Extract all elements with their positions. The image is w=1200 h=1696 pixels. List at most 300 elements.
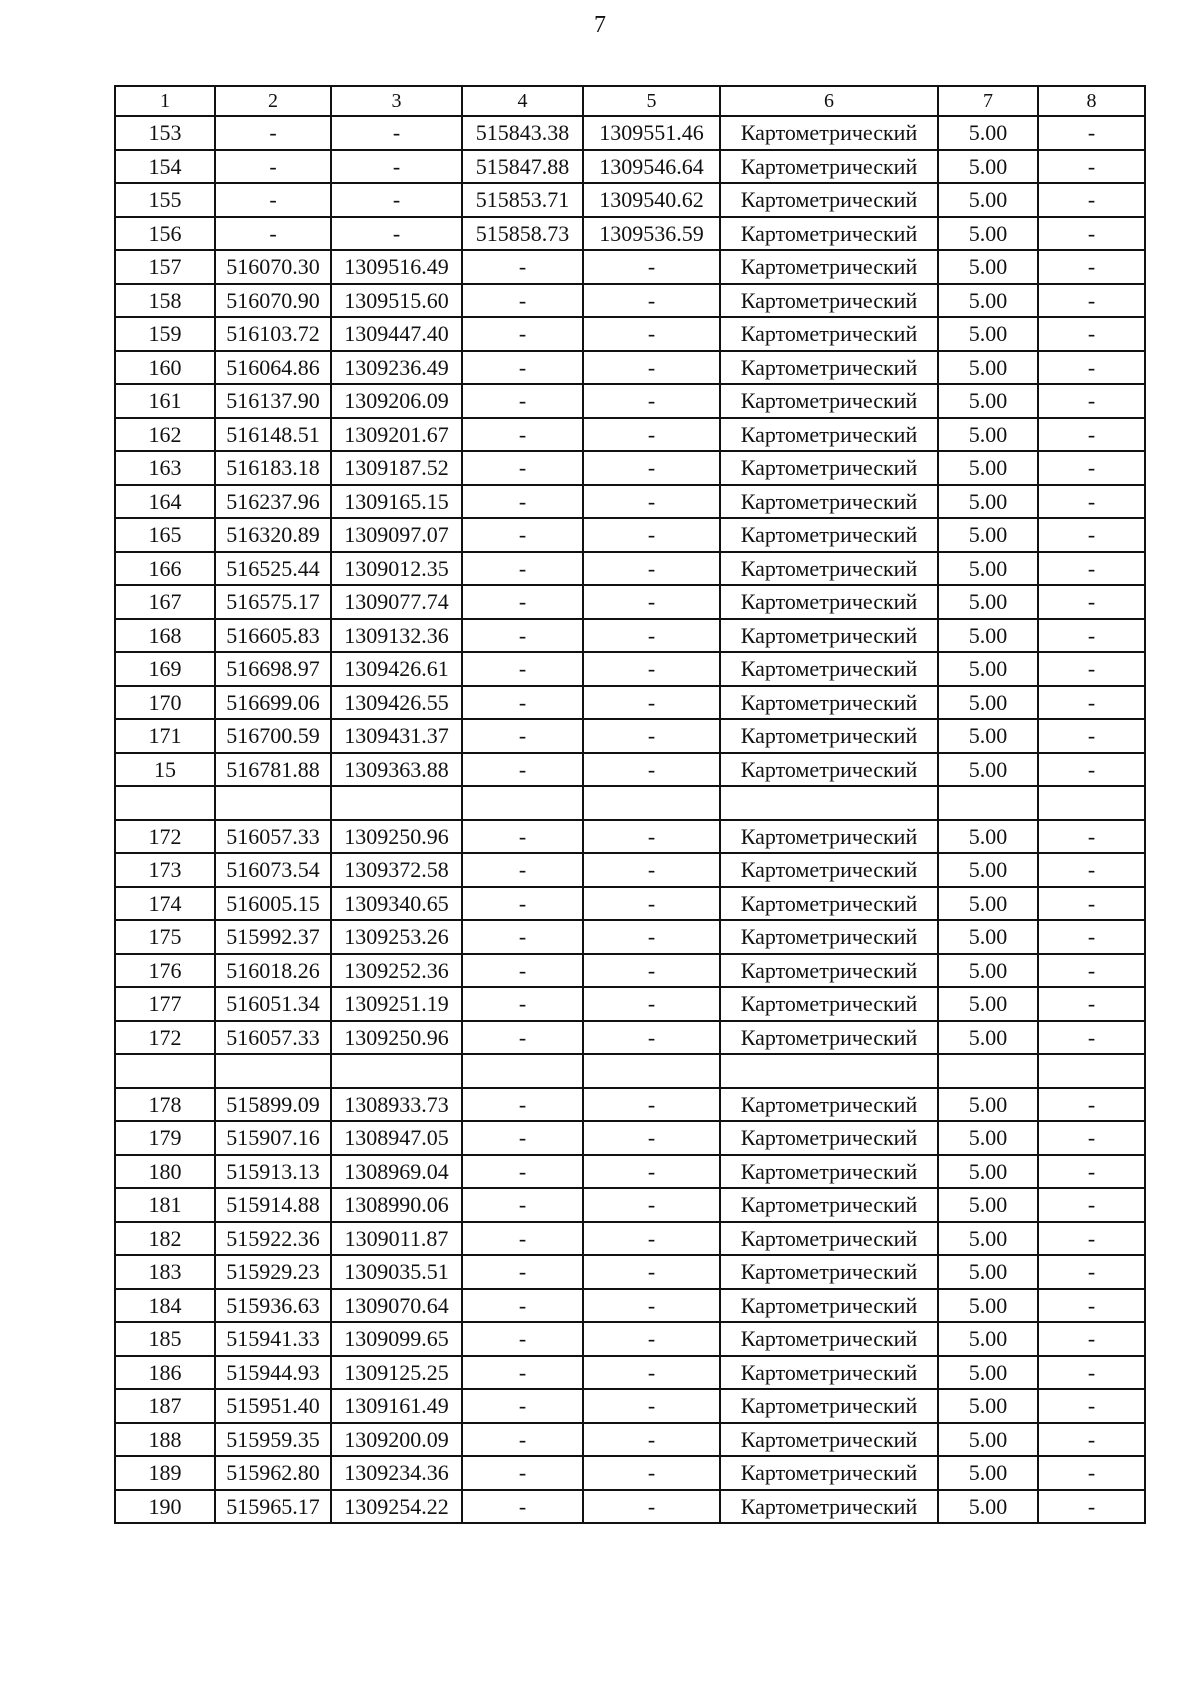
table-cell: 160 <box>115 351 215 385</box>
table-row <box>115 820 1145 854</box>
table-cell: - <box>583 351 720 385</box>
table-row <box>115 518 1145 552</box>
table-cell: - <box>1038 954 1145 988</box>
page-number: 7 <box>594 12 606 38</box>
table-cell: - <box>583 1322 720 1356</box>
table-cell: - <box>1038 250 1145 284</box>
table-cell: 516005.15 <box>215 887 331 921</box>
table-cell: - <box>583 1121 720 1155</box>
table-row <box>115 719 1145 753</box>
table-cell: - <box>1038 317 1145 351</box>
table-cell: Картометрический <box>720 1255 938 1289</box>
table-cell: 516057.33 <box>215 1021 331 1055</box>
table-cell: Картометрический <box>720 1188 938 1222</box>
table-cell: - <box>1038 1255 1145 1289</box>
table-cell: 1309165.15 <box>331 485 462 519</box>
table-cell: Картометрический <box>720 418 938 452</box>
header-row <box>115 86 1145 116</box>
table-cell: 1309551.46 <box>583 116 720 150</box>
table-cell: Картометрический <box>720 619 938 653</box>
table-cell: 1309251.19 <box>331 987 462 1021</box>
table-cell: 1309099.65 <box>331 1322 462 1356</box>
table-cell: 1309070.64 <box>331 1289 462 1323</box>
table-row <box>115 954 1145 988</box>
table-row <box>115 418 1145 452</box>
table-cell: 516320.89 <box>215 518 331 552</box>
table-cell: 170 <box>115 686 215 720</box>
table-cell: Картометрический <box>720 217 938 251</box>
table-cell: 5.00 <box>938 150 1038 184</box>
table-cell: 5.00 <box>938 250 1038 284</box>
table-cell: 515913.13 <box>215 1155 331 1189</box>
table-cell: - <box>583 1255 720 1289</box>
table-cell: 1309097.07 <box>331 518 462 552</box>
table-row <box>115 1490 1145 1524</box>
table-cell: 5.00 <box>938 1456 1038 1490</box>
table-row <box>115 1088 1145 1122</box>
table-cell: 1309447.40 <box>331 317 462 351</box>
table-cell: 1309201.67 <box>331 418 462 452</box>
table-cell <box>938 786 1038 820</box>
table-cell: Картометрический <box>720 585 938 619</box>
table-cell: Картометрический <box>720 1356 938 1390</box>
table-cell: 165 <box>115 518 215 552</box>
table-cell: Картометрический <box>720 116 938 150</box>
table-cell: Картометрический <box>720 1456 938 1490</box>
table-cell: - <box>331 217 462 251</box>
table-cell: - <box>462 485 583 519</box>
table-cell: - <box>1038 652 1145 686</box>
table-cell: 161 <box>115 384 215 418</box>
table-cell: Картометрический <box>720 1322 938 1356</box>
table-cell: - <box>462 518 583 552</box>
table-cell: 5.00 <box>938 1322 1038 1356</box>
table-cell: 5.00 <box>938 652 1038 686</box>
header-cell: 7 <box>938 86 1038 116</box>
table-cell: 5.00 <box>938 1188 1038 1222</box>
table-cell: - <box>462 1456 583 1490</box>
table-cell: 1309253.26 <box>331 920 462 954</box>
table-cell: - <box>1038 719 1145 753</box>
table-cell: 515992.37 <box>215 920 331 954</box>
table-cell: Картометрический <box>720 384 938 418</box>
table-row <box>115 485 1145 519</box>
table-cell: 516070.90 <box>215 284 331 318</box>
table-row <box>115 1423 1145 1457</box>
table-row <box>115 217 1145 251</box>
table-cell: 516070.30 <box>215 250 331 284</box>
table-cell: - <box>583 418 720 452</box>
table-cell: 515922.36 <box>215 1222 331 1256</box>
table-cell: 5.00 <box>938 719 1038 753</box>
table-cell: - <box>462 1155 583 1189</box>
table-cell: - <box>1038 1322 1145 1356</box>
table-cell: 5.00 <box>938 284 1038 318</box>
table-cell: 189 <box>115 1456 215 1490</box>
table-cell: Картометрический <box>720 1021 938 1055</box>
table-cell: 190 <box>115 1490 215 1524</box>
table-cell: - <box>462 1423 583 1457</box>
table-cell: Картометрический <box>720 920 938 954</box>
table-cell: - <box>1038 619 1145 653</box>
table-cell: 5.00 <box>938 920 1038 954</box>
table-cell: 187 <box>115 1389 215 1423</box>
table-cell: 516073.54 <box>215 853 331 887</box>
table-cell: 516525.44 <box>215 552 331 586</box>
table-cell: 516699.06 <box>215 686 331 720</box>
table-cell: - <box>1038 116 1145 150</box>
table-cell: 5.00 <box>938 820 1038 854</box>
table-cell: 5.00 <box>938 1490 1038 1524</box>
table-cell: Картометрический <box>720 686 938 720</box>
table-cell: - <box>583 1456 720 1490</box>
table-cell: 5.00 <box>938 451 1038 485</box>
table-cell: 516605.83 <box>215 619 331 653</box>
table-cell: Картометрический <box>720 552 938 586</box>
table-cell: 515914.88 <box>215 1188 331 1222</box>
table-cell: - <box>583 619 720 653</box>
table-cell: - <box>1038 1423 1145 1457</box>
table-cell: 155 <box>115 183 215 217</box>
table-cell: 166 <box>115 552 215 586</box>
table-cell: - <box>462 1121 583 1155</box>
table-cell: - <box>215 183 331 217</box>
table-cell: - <box>583 987 720 1021</box>
table-cell: 5.00 <box>938 753 1038 787</box>
table-cell: - <box>583 686 720 720</box>
table-row <box>115 150 1145 184</box>
table-cell: 5.00 <box>938 1289 1038 1323</box>
table-cell: 1309187.52 <box>331 451 462 485</box>
table-row <box>115 116 1145 150</box>
table-cell: - <box>1038 686 1145 720</box>
table-cell: 5.00 <box>938 518 1038 552</box>
table-cell: - <box>1038 920 1145 954</box>
table-row <box>115 250 1145 284</box>
table-cell: 179 <box>115 1121 215 1155</box>
table-row <box>115 317 1145 351</box>
table-cell: 181 <box>115 1188 215 1222</box>
table-row <box>115 552 1145 586</box>
table-cell <box>115 1054 215 1088</box>
table-cell: 167 <box>115 585 215 619</box>
table-cell: Картометрический <box>720 1389 938 1423</box>
table-cell: 153 <box>115 116 215 150</box>
table-cell: 172 <box>115 1021 215 1055</box>
table-cell: - <box>331 150 462 184</box>
table-cell: 1309012.35 <box>331 552 462 586</box>
table-cell: 15 <box>115 753 215 787</box>
table-cell: 516183.18 <box>215 451 331 485</box>
table-cell: 1309516.49 <box>331 250 462 284</box>
table-cell <box>331 786 462 820</box>
table-cell: - <box>462 887 583 921</box>
table-cell: 5.00 <box>938 351 1038 385</box>
table-cell: 516237.96 <box>215 485 331 519</box>
table-cell: - <box>462 619 583 653</box>
table-cell: - <box>462 1490 583 1524</box>
table-cell: Картометрический <box>720 1088 938 1122</box>
table-cell: - <box>583 1188 720 1222</box>
table-cell: 1309125.25 <box>331 1356 462 1390</box>
table-cell: - <box>583 1490 720 1524</box>
table-cell: 515853.71 <box>462 183 583 217</box>
table-cell: 5.00 <box>938 585 1038 619</box>
table-cell: 1309254.22 <box>331 1490 462 1524</box>
table-cell: - <box>583 585 720 619</box>
table-cell: - <box>1038 485 1145 519</box>
table-cell: 5.00 <box>938 1222 1038 1256</box>
table-cell: 178 <box>115 1088 215 1122</box>
table-cell: - <box>583 853 720 887</box>
table-cell: 5.00 <box>938 1021 1038 1055</box>
table-cell: Картометрический <box>720 954 938 988</box>
table-cell: 5.00 <box>938 853 1038 887</box>
table-cell: - <box>583 887 720 921</box>
table-row-separator <box>115 1054 1145 1088</box>
table-row <box>115 1389 1145 1423</box>
table-cell: - <box>583 719 720 753</box>
table-cell: - <box>462 1356 583 1390</box>
table-cell: 5.00 <box>938 183 1038 217</box>
table-cell <box>215 786 331 820</box>
table-cell: 158 <box>115 284 215 318</box>
table-row <box>115 1322 1145 1356</box>
table-cell: 1309340.65 <box>331 887 462 921</box>
table-cell: - <box>1038 351 1145 385</box>
table-cell: 516064.86 <box>215 351 331 385</box>
table-cell: - <box>583 451 720 485</box>
table-cell <box>462 786 583 820</box>
table-cell: 515899.09 <box>215 1088 331 1122</box>
table-cell: - <box>583 485 720 519</box>
table-cell: Картометрический <box>720 183 938 217</box>
table-cell: 163 <box>115 451 215 485</box>
table-cell: 5.00 <box>938 1255 1038 1289</box>
table-cell: 5.00 <box>938 1389 1038 1423</box>
table-row <box>115 652 1145 686</box>
table-cell: - <box>583 250 720 284</box>
table-cell: - <box>1038 853 1145 887</box>
table-cell: - <box>583 384 720 418</box>
table-row <box>115 1021 1145 1055</box>
table-cell: 154 <box>115 150 215 184</box>
table-cell: - <box>583 518 720 552</box>
table-cell <box>1038 1054 1145 1088</box>
table-cell: Картометрический <box>720 887 938 921</box>
table-cell: - <box>1038 1088 1145 1122</box>
table-cell: 1309200.09 <box>331 1423 462 1457</box>
table-cell: 5.00 <box>938 217 1038 251</box>
table-cell: Картометрический <box>720 250 938 284</box>
table-cell: 177 <box>115 987 215 1021</box>
table-cell: - <box>1038 284 1145 318</box>
table-row <box>115 384 1145 418</box>
table-cell: - <box>583 552 720 586</box>
table-cell: 5.00 <box>938 317 1038 351</box>
table-cell: 175 <box>115 920 215 954</box>
table-cell: - <box>583 753 720 787</box>
table-cell: - <box>215 217 331 251</box>
table-cell: - <box>462 1222 583 1256</box>
table-cell: - <box>583 920 720 954</box>
table-row <box>115 1356 1145 1390</box>
table-cell: Картометрический <box>720 1222 938 1256</box>
table-cell: 515962.80 <box>215 1456 331 1490</box>
table-cell: - <box>1038 384 1145 418</box>
table-cell: - <box>1038 987 1145 1021</box>
table-cell <box>583 1054 720 1088</box>
table-cell: - <box>583 1155 720 1189</box>
table-row <box>115 351 1145 385</box>
table-cell: - <box>583 652 720 686</box>
table-header <box>115 86 1145 116</box>
table-cell: 1309372.58 <box>331 853 462 887</box>
table-body <box>115 116 1145 1523</box>
table-cell: 1308933.73 <box>331 1088 462 1122</box>
table-cell: 168 <box>115 619 215 653</box>
table-cell: 5.00 <box>938 686 1038 720</box>
table-cell: 156 <box>115 217 215 251</box>
table-cell: 1308969.04 <box>331 1155 462 1189</box>
table-cell: - <box>1038 1289 1145 1323</box>
table-cell: - <box>462 853 583 887</box>
table-cell: 1309035.51 <box>331 1255 462 1289</box>
table-cell: - <box>462 418 583 452</box>
header-cell: 8 <box>1038 86 1145 116</box>
table-cell: 1309011.87 <box>331 1222 462 1256</box>
table-cell: - <box>1038 1389 1145 1423</box>
table-cell: 169 <box>115 652 215 686</box>
table-cell: Картометрический <box>720 1121 938 1155</box>
table-cell: - <box>462 552 583 586</box>
table-cell: 515843.38 <box>462 116 583 150</box>
table-cell: - <box>1038 887 1145 921</box>
table-cell: 515858.73 <box>462 217 583 251</box>
table-cell: - <box>1038 217 1145 251</box>
coordinates-table <box>114 85 1146 1524</box>
table-cell: 516148.51 <box>215 418 331 452</box>
table-cell: - <box>583 1356 720 1390</box>
table-cell: Картометрический <box>720 853 938 887</box>
table-cell: - <box>462 1389 583 1423</box>
table-cell: Картометрический <box>720 1289 938 1323</box>
table-cell: 1308947.05 <box>331 1121 462 1155</box>
table-cell: - <box>583 1088 720 1122</box>
table-cell: 180 <box>115 1155 215 1189</box>
table-cell <box>583 786 720 820</box>
table-cell: - <box>583 1389 720 1423</box>
table-row <box>115 686 1145 720</box>
table-cell: 1309515.60 <box>331 284 462 318</box>
table-cell: 516137.90 <box>215 384 331 418</box>
table-row <box>115 1222 1145 1256</box>
table-cell: - <box>583 317 720 351</box>
table-cell: Картометрический <box>720 150 938 184</box>
table-cell: 516018.26 <box>215 954 331 988</box>
table-row <box>115 451 1145 485</box>
table-cell: 5.00 <box>938 418 1038 452</box>
table-cell: - <box>1038 1456 1145 1490</box>
table-cell: - <box>462 384 583 418</box>
table-cell: - <box>462 451 583 485</box>
header-cell: 6 <box>720 86 938 116</box>
table-cell <box>215 1054 331 1088</box>
table-cell: - <box>462 351 583 385</box>
table-cell: 5.00 <box>938 954 1038 988</box>
table-cell: 515929.23 <box>215 1255 331 1289</box>
table-row <box>115 1188 1145 1222</box>
table-cell: - <box>215 116 331 150</box>
table-cell: - <box>583 1021 720 1055</box>
table-cell: - <box>462 652 583 686</box>
header-cell: 3 <box>331 86 462 116</box>
table-cell: - <box>462 1255 583 1289</box>
table-cell: - <box>1038 1121 1145 1155</box>
table-cell: - <box>583 1423 720 1457</box>
table-cell: 173 <box>115 853 215 887</box>
table-row <box>115 853 1145 887</box>
table-cell: - <box>462 1188 583 1222</box>
table-cell: - <box>1038 552 1145 586</box>
table-cell: 5.00 <box>938 485 1038 519</box>
table-cell: - <box>583 1222 720 1256</box>
table-cell: 164 <box>115 485 215 519</box>
table-cell: - <box>462 920 583 954</box>
table-row-separator <box>115 786 1145 820</box>
table-cell: - <box>1038 585 1145 619</box>
table-cell: 516051.34 <box>215 987 331 1021</box>
table-cell: - <box>583 954 720 988</box>
table-cell: Картометрический <box>720 987 938 1021</box>
table-cell: 5.00 <box>938 987 1038 1021</box>
table-row <box>115 1155 1145 1189</box>
table-cell: 183 <box>115 1255 215 1289</box>
table-cell: 516103.72 <box>215 317 331 351</box>
table-cell: 515959.35 <box>215 1423 331 1457</box>
table-cell: 515907.16 <box>215 1121 331 1155</box>
table-cell: - <box>462 719 583 753</box>
table-cell: 5.00 <box>938 1088 1038 1122</box>
table-cell: - <box>331 116 462 150</box>
table-cell <box>331 1054 462 1088</box>
table-cell <box>720 786 938 820</box>
table-cell: 5.00 <box>938 1423 1038 1457</box>
table-cell <box>115 786 215 820</box>
table-cell: 1309252.36 <box>331 954 462 988</box>
table-cell: Картометрический <box>720 317 938 351</box>
table-cell: - <box>462 954 583 988</box>
table-cell: 5.00 <box>938 1121 1038 1155</box>
table-cell: 515936.63 <box>215 1289 331 1323</box>
table-cell: 516057.33 <box>215 820 331 854</box>
table-cell: - <box>462 1322 583 1356</box>
table-cell: - <box>1038 753 1145 787</box>
table-cell: Картометрический <box>720 284 938 318</box>
table-cell: 176 <box>115 954 215 988</box>
table-cell: - <box>462 585 583 619</box>
header-cell: 2 <box>215 86 331 116</box>
table-cell: - <box>462 1088 583 1122</box>
table-cell: - <box>462 1289 583 1323</box>
table-cell: - <box>331 183 462 217</box>
table-cell: - <box>1038 451 1145 485</box>
table-cell <box>462 1054 583 1088</box>
table-cell: 174 <box>115 887 215 921</box>
table-cell: 1309363.88 <box>331 753 462 787</box>
table-cell: - <box>462 753 583 787</box>
table-cell: Картометрический <box>720 518 938 552</box>
